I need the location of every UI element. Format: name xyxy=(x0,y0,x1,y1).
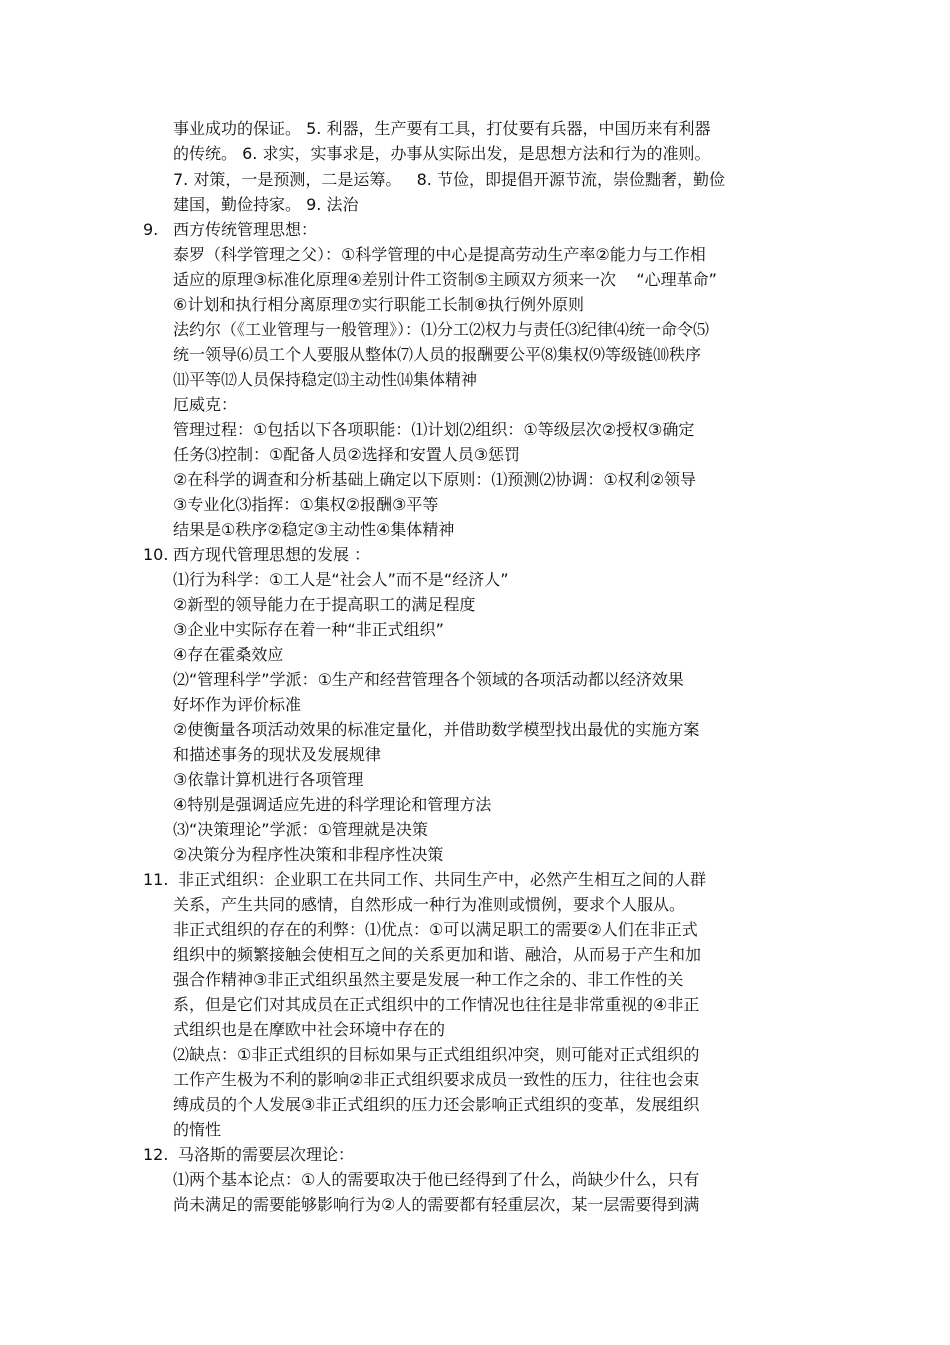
section-line: 非正式组织的存在的利弊：⑴优点：①可以满足职工的需要②人们在非正式 xyxy=(173,920,698,939)
section-line: ⑥计划和执行相分离原理⑦实行职能工长制⑧执行例外原则 xyxy=(173,295,585,314)
section-line: ⑴行为科学：①工人是“社会人”而不是“经济人” xyxy=(173,570,509,589)
section-line: 泰罗（科学管理之父）：①科学管理的中心是提高劳动生产率②能力与工作相 xyxy=(173,245,706,264)
intro-line: 7. 对策，一是预测，二是运筹。 8. 节俭，即提倡开源节流，崇俭黜奢，勤俭 xyxy=(173,170,725,189)
section-line: ⑶“决策理论”学派：①管理就是决策 xyxy=(173,820,428,839)
section-line: 系，但是它们对其成员在正式组织中的工作情况也往往是非常重视的④非正 xyxy=(173,995,700,1014)
intro-line: 事业成功的保证。 5. 利器，生产要有工具，打仗要有兵器，中国历来有利器 xyxy=(173,119,711,138)
section-line: 非正式组织：企业职工在共同工作、共同生产中，必然产生相互之间的人群 xyxy=(178,870,707,889)
section-line: 适应的原理③标准化原理④差别计件工资制⑤主顾双方须来一次 “心理革命” xyxy=(173,270,717,289)
section-line: ④存在霍桑效应 xyxy=(173,645,284,664)
section-line: ②在科学的调查和分析基础上确定以下原则：⑴预测⑵协调：①权利②领导 xyxy=(173,470,697,489)
intro-line: 的传统。 6. 求实，实事求是，办事从实际出发，是思想方法和行为的准则。 xyxy=(173,144,711,163)
section-line: 结果是①秩序②稳定③主动性④集体精神 xyxy=(173,520,455,539)
section-line: 和描述事务的现状及发展规律 xyxy=(173,745,382,764)
section-number: 9. xyxy=(143,220,159,239)
section-line: 尚未满足的需要能够影响行为②人的需要都有轻重层次，某一层需要得到满 xyxy=(173,1195,700,1214)
section-line: 统一领导⑹员工个人要服从整体⑺人员的报酬要公平⑻集权⑼等级链⑽秩序 xyxy=(173,345,702,364)
section-line: 组织中的频繁接触会使相互之间的关系更加和谐、融洽，从而易于产生和加 xyxy=(173,945,702,964)
section-line: ⑾平等⑿人员保持稳定⒀主动性⒁集体精神 xyxy=(173,370,478,389)
section-line: 马洛斯的需要层次理论： xyxy=(178,1145,355,1164)
section-line: 的惰性 xyxy=(173,1120,222,1139)
section-number: 11. xyxy=(143,870,169,889)
section-line: ②决策分为程序性决策和非程序性决策 xyxy=(173,845,444,864)
section-number: 12. xyxy=(143,1145,169,1164)
section-line: ⑵“管理科学”学派：①生产和经营管理各个领域的各项活动都以经济效果 xyxy=(173,670,684,689)
section-line: ③专业化⑶指挥：①集权②报酬③平等 xyxy=(173,495,439,514)
section-line: ②新型的领导能力在于提高职工的满足程度 xyxy=(173,595,476,614)
section-line: 缚成员的个人发展③非正式组织的压力还会影响正式组织的变革，发展组织 xyxy=(173,1095,700,1114)
section-line: 西方传统管理思想： xyxy=(173,220,318,239)
section-line: 管理过程：①包括以下各项职能：⑴计划⑵组织：①等级层次②授权③确定 xyxy=(173,420,695,439)
section-line: 法约尔（《工业管理与一般管理》）：⑴分工⑵权力与责任⑶纪律⑷统一命令⑸ xyxy=(173,320,710,339)
section-line: ②使衡量各项活动效果的标准定量化，并借助数学模型找出最优的实施方案 xyxy=(173,720,700,739)
section-line: 强合作精神③非正式组织虽然主要是发展一种工作之余的、非工作性的关 xyxy=(173,970,684,989)
section-number: 10. xyxy=(143,545,169,564)
section-line: ③依靠计算机进行各项管理 xyxy=(173,770,364,789)
section-line: ⑴两个基本论点：①人的需要取决于他已经得到了什么，尚缺少什么，只有 xyxy=(173,1170,700,1189)
section-line: ④特别是强调适应先进的科学理论和管理方法 xyxy=(173,795,492,814)
section-line: 关系，产生共同的感情，自然形成一种行为准则或惯例，要求个人服从。 xyxy=(173,895,686,914)
section-line: 式组织也是在摩欧中社会环境中存在的 xyxy=(173,1020,446,1039)
section-line: 任务⑶控制：①配备人员②选择和安置人员③惩罚 xyxy=(173,445,521,464)
section-line: 西方现代管理思想的发展 ： xyxy=(173,545,371,564)
section-line: ⑵缺点：①非正式组织的目标如果与正式组组织冲突，则可能对正式组织的 xyxy=(173,1045,700,1064)
section-line: 好坏作为评价标准 xyxy=(173,695,302,714)
section-line: 工作产生极为不利的影响②非正式组织要求成员一致性的压力，往往也会束 xyxy=(173,1070,700,1089)
section-line: 厄威克： xyxy=(173,395,238,414)
intro-line: 建国，勤俭持家。 9. 法治 xyxy=(173,195,359,214)
section-line: ③企业中实际存在着一种“非正式组织” xyxy=(173,620,444,639)
